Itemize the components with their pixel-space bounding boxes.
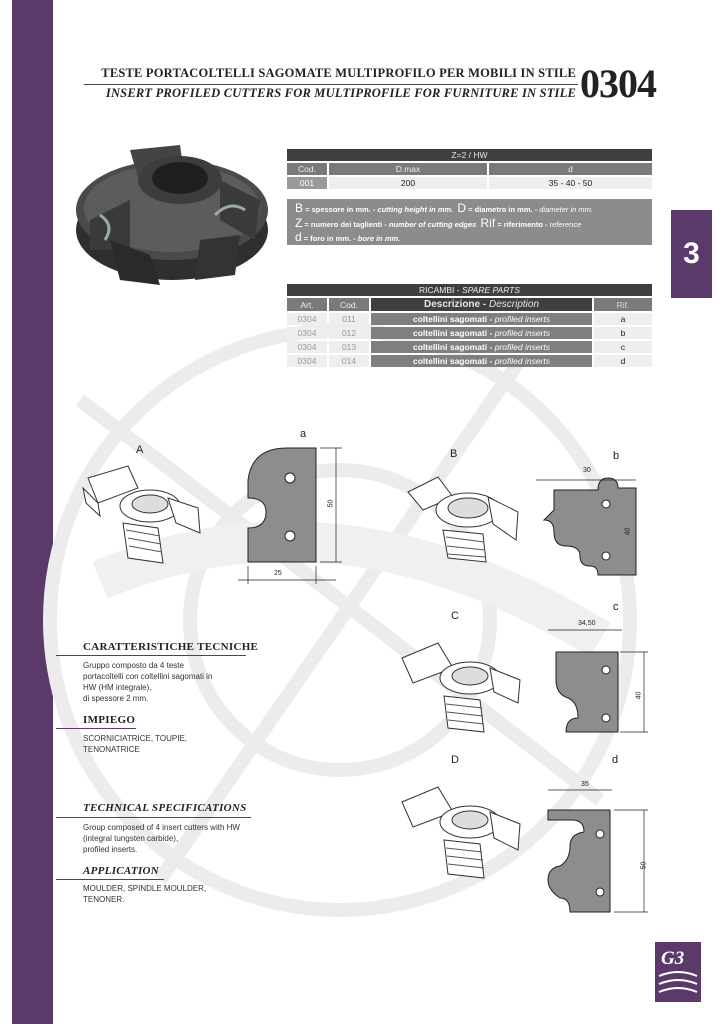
insert-profile-a: [232, 440, 352, 590]
product-code: 0304: [580, 61, 656, 106]
spare-desc-it: coltellini sagomati -: [413, 314, 495, 324]
spare-desc-en: profiled inserts: [494, 314, 550, 324]
spare-art: 0304: [287, 341, 327, 353]
spec-table-title: Z=2 / HW: [287, 149, 652, 161]
label-B: B: [450, 448, 458, 460]
spare-rif: d: [594, 355, 652, 367]
legend-line-3: [295, 231, 644, 246]
legend-bore-it: = foro in mm. -: [301, 234, 358, 243]
legend-d-en: diameter in mm.: [539, 205, 593, 214]
label-b: b: [613, 450, 620, 462]
spare-cod: 014: [329, 355, 369, 367]
brand-logo: [655, 942, 701, 1002]
legend-z-letter: Z: [295, 215, 303, 230]
spec-cell-cod: 001: [287, 177, 327, 189]
insert-profile-c: [548, 622, 658, 742]
spare-cod: 012: [329, 327, 369, 339]
dim-d-width: 35: [581, 781, 589, 788]
spare-header-rif: Rif.: [594, 298, 652, 311]
spare-desc: [371, 355, 592, 367]
spare-row: [287, 355, 652, 367]
spare-desc-it: coltellini sagomati -: [413, 328, 495, 338]
spare-art: 0304: [287, 327, 327, 339]
dim-a-width: 25: [274, 570, 282, 577]
spare-parts-title-en: SPARE PARTS: [461, 285, 521, 295]
legend-box: [287, 199, 652, 245]
spec-header-cod: Cod.: [287, 163, 327, 175]
cutter-head-drawing-A: [78, 458, 208, 568]
logo-text: G3: [661, 948, 685, 969]
spare-desc: [371, 327, 592, 339]
spec-cell-bore: 35 - 40 - 50: [489, 177, 652, 189]
legend-rif-letter: Rif: [480, 215, 496, 230]
legend-b-it: = spessore in mm. -: [303, 205, 378, 214]
spare-rif: b: [594, 327, 652, 339]
section-title-use-en: APPLICATION: [83, 865, 160, 877]
spare-desc: [371, 341, 592, 353]
g3-logo-icon: [655, 942, 701, 1002]
section-title-tech-it: CARATTERISTICHE TECNICHE: [83, 641, 259, 653]
spec-cell-dmax: 200: [329, 177, 487, 189]
spare-art: 0304: [287, 355, 327, 367]
specification-table: [285, 147, 654, 191]
legend-rif-it: = riferimento -: [495, 219, 550, 229]
section-text-tech-it: Gruppo composto da 4 teste portacoltelli con coltellini sagomati in HW (HM integrale), di spessore 2 mm.: [83, 661, 213, 703]
title-english: INSERT PROFILED CUTTERS FOR MULTIPROFILE FOR FURNITURE IN STILE: [105, 86, 576, 100]
label-A: A: [136, 444, 144, 456]
section-rule-use-it: [56, 728, 136, 729]
section-rule-tech-it: [56, 655, 246, 656]
spare-header-desc-en: Description: [489, 299, 540, 310]
label-D: D: [451, 754, 459, 766]
spare-header-art: Art.: [287, 298, 327, 311]
section-title-use-it: IMPIEGO: [83, 714, 136, 726]
spare-desc-en: profiled inserts: [494, 342, 550, 352]
cutter-head-drawing-B: [398, 462, 526, 572]
spare-desc-it: coltellini sagomati -: [413, 342, 495, 352]
legend-line-1: [295, 202, 644, 217]
section-text-tech-en: Group composed of 4 insert cutters with HW (integral tungsten carbide), profiled inserts.: [83, 823, 240, 854]
legend-rif-en: reference: [549, 219, 582, 229]
legend-d-letter: D: [457, 201, 467, 215]
spare-parts-title: [287, 284, 652, 296]
label-c: c: [613, 601, 619, 613]
spare-parts-title-it: RICAMBI -: [418, 285, 462, 295]
spare-header-desc: [371, 298, 592, 311]
title-italian: TESTE PORTACOLTELLI SAGOMATE MULTIPROFILO PER MOBILI IN STILE: [101, 66, 576, 80]
section-rule-use-en: [56, 879, 164, 880]
spare-rif: c: [594, 341, 652, 353]
section-text-use-it: SCORNICIATRICE, TOUPIE, TENONATRICE: [83, 734, 188, 754]
spare-parts-table: [285, 282, 654, 369]
label-C: C: [451, 610, 459, 622]
title-divider: [84, 84, 578, 85]
label-a: a: [300, 428, 307, 440]
legend-b-en: cutting height in mm.: [377, 205, 454, 214]
spare-header-cod: Cod.: [329, 298, 369, 311]
spec-header-dmax: D.max: [329, 163, 487, 175]
legend-b-letter: B: [295, 201, 304, 215]
spare-row: [287, 327, 652, 339]
section-rule-tech-en: [56, 817, 251, 818]
spare-desc-en: profiled inserts: [494, 356, 550, 366]
legend-line-2: [295, 217, 644, 232]
insert-profile-b: [536, 470, 646, 582]
spare-rif: a: [594, 313, 652, 325]
legend-d-it: = diametro in mm. -: [466, 205, 540, 214]
spare-header-desc-it: Descrizione -: [423, 299, 489, 310]
legend-bore-en: bore in mm.: [357, 234, 401, 243]
section-tab-number: 3: [683, 237, 700, 270]
spare-desc-en: profiled inserts: [494, 328, 550, 338]
spare-art: 0304: [287, 313, 327, 325]
spare-cod: 011: [329, 313, 369, 325]
cutter-head-drawing-C: [398, 628, 526, 738]
section-tab: [671, 210, 712, 298]
dim-d-height: 50: [640, 861, 648, 870]
dim-c-height: 40: [635, 691, 643, 700]
cutter-head-drawing-D: [398, 772, 526, 884]
legend-bore-letter: d: [295, 230, 302, 244]
insert-profile-d: [540, 780, 660, 920]
dim-a-height: 50: [327, 499, 335, 508]
section-text-use-en-body: MOULDER, SPINDLE MOULDER, TENONER.: [83, 884, 207, 904]
product-cutter-head-image: [70, 140, 270, 290]
legend-z-en: number of cutting edges: [388, 219, 477, 229]
dim-c-width: 34,50: [578, 620, 596, 627]
spare-cod: 013: [329, 341, 369, 353]
label-d: d: [612, 754, 619, 766]
spare-desc: [371, 313, 592, 325]
left-purple-bar: [12, 0, 53, 1024]
dim-b-width: 30: [583, 467, 591, 474]
legend-z-it: = numero dei taglienti -: [302, 219, 389, 229]
dim-b-height: 40: [624, 527, 632, 536]
spare-row: [287, 313, 652, 325]
section-title-tech-en: TECHNICAL SPECIFICATIONS: [83, 802, 247, 814]
spare-row: [287, 341, 652, 353]
spec-header-bore: d: [489, 163, 652, 175]
spare-desc-it: coltellini sagomati -: [413, 356, 495, 366]
